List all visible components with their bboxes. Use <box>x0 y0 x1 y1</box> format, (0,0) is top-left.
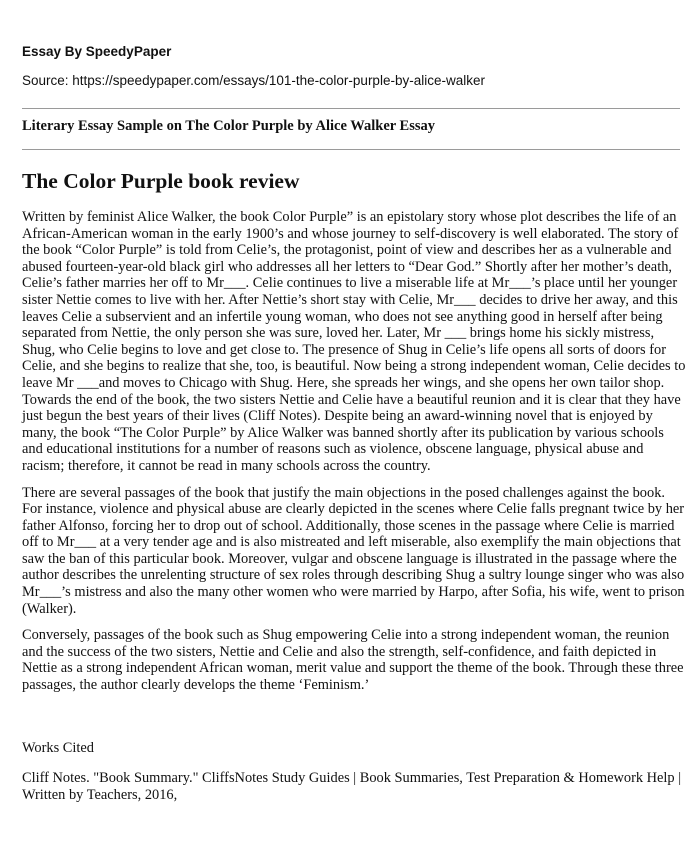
citation: Cliff Notes. "Book Summary." CliffsNotes Study Guides | Book Summaries, Test Preparation & Homework Help | Written by Teachers, 2016, <box>22 770 682 803</box>
article-title: The Color Purple book review <box>22 169 300 193</box>
paragraph: There are several passages of the book that justify the main objections in the posed challenges against the book. For instance, violence and physical abuse are clearly depicted in the scenes where Celie falls pregnant twice by her father Alfonso, forcing her to drop out of school. Additionally, those scenes in the passage where Celie is married off to Mr___ at a very tender age and is also mistreated and left miserable, also exemplify the main objections that saw the ban of this particular book. Moreover, vulgar and obscene language is illustrated in the passage where the author describes the unrelenting structure of sex roles through describing Shug a sultry lounge singer who was also Mr___’s mistress and also the many other women who were married by Harpo, after Sofia, his wife, went to prison (Walker). <box>22 484 685 617</box>
works-cited-heading: Works Cited <box>22 739 94 756</box>
paragraph: Written by feminist Alice Walker, the book Color Purple” is an epistolary story whose plot describes the life of an African-American woman in the early 1900’s and whose journey to self-discovery is well elaborated. The story of the book “Color Purple” is told from Celie’s, the protagonist, point of view and describes her as a vulnerable and abused fourteen-year-old black girl who addresses all her letters to “Dear God.” Shortly after her mother’s death, Celie’s father marries her off to Mr___. Celie continues to live a miserable life at Mr___’s place until her younger sister Nettie comes to live with her. After Nettie’s short stay with Celie, Mr___ decides to drive her away, and this leaves Celie a subservient and an infertile young woman, who does not see anything good in herself after being separated from Nettie, the only person she was sure, loved her. Later, Mr ___ brings home his sickly mistress, Shug, who Celie begins to love and get close to. The presence of Shug in Celie’s life opens all sorts of doors for Celie, and she begins to realize that she, too, is beautiful. Now being a strong independent woman, Celie decides to leave Mr ___and moves to Chicago with Shug. Here, she spreads her wings, and she opens her own tailor shop. Towards the end of the book, the two sisters Nettie and Celie have a beautiful reunion and it is clear that they have just begun the best years of their lives (Cliff Notes). Despite being an award-winning novel that is enjoyed by many, the book “The Color Purple” by Alice Walker was banned shortly after its publication by various schools and educational institutions for a number of reasons such as violence, obscene language, physical abuse and racism; therefore, it cannot be read in many schools across the country. <box>22 209 686 474</box>
source-line: Source: https://speedypaper.com/essays/101-the-color-purple-by-alice-walker <box>22 73 485 88</box>
bottom-divider <box>22 149 680 150</box>
article-body <box>22 168 686 803</box>
essay-heading: Literary Essay Sample on The Color Purple by Alice Walker Essay <box>22 118 436 134</box>
site-title: Essay By SpeedyPaper <box>22 44 172 59</box>
top-divider <box>22 108 680 109</box>
paragraph: Conversely, passages of the book such as Shug empowering Celie into a strong independent woman, the reunion and the success of the two sisters, Nettie and Celie and also the strength, self-confidence, and faith depicted in Nettie as a strong independent African woman, merit value and support the theme of the book. Through these three passages, the author clearly develops the theme ‘Feminism.’ <box>22 627 684 694</box>
